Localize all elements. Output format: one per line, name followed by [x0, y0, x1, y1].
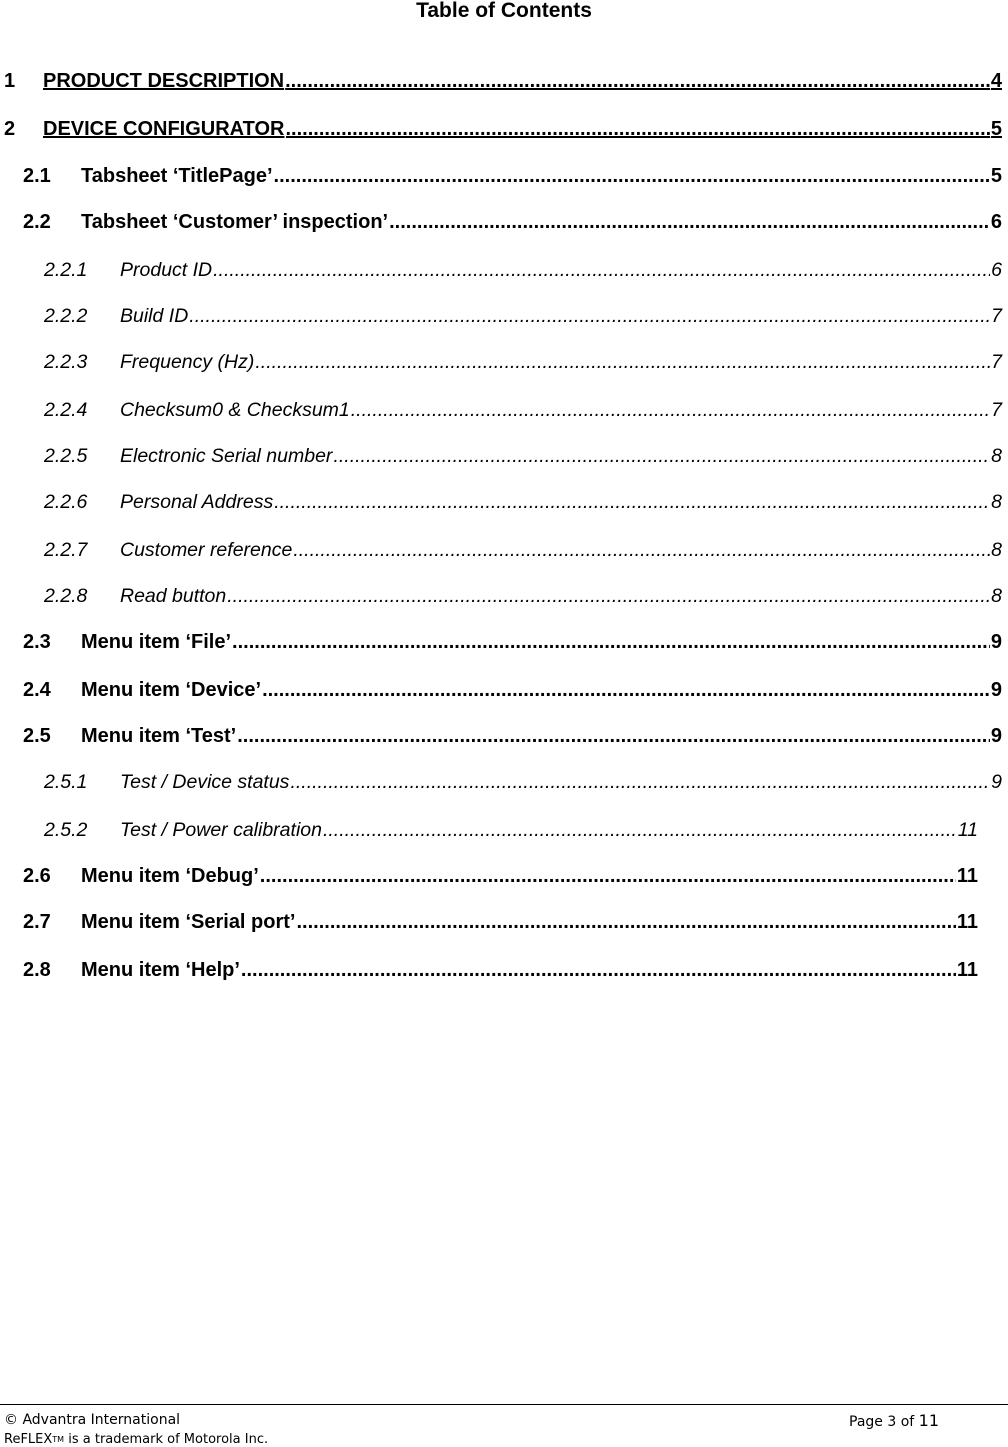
toc-entry[interactable]: [23, 865, 978, 888]
toc-page: 8: [991, 491, 1002, 513]
toc-number: 2.2.2: [44, 305, 88, 327]
toc-number: 2.2.8: [44, 585, 88, 607]
toc-text: Product ID: [120, 259, 213, 281]
toc-leader: [290, 771, 990, 794]
toc-leader: [241, 959, 956, 982]
toc-page: 11: [956, 911, 978, 933]
footer-copyright: [4, 1412, 180, 1429]
toc-page: 6: [991, 259, 1002, 281]
page-label: Page 3 of: [849, 1414, 915, 1430]
toc-entry[interactable]: [44, 305, 1002, 328]
toc-leader: [351, 399, 990, 422]
toc-page: 11: [956, 959, 978, 981]
toc-leader: [333, 445, 990, 468]
toc-text: Customer reference: [120, 539, 293, 561]
toc-text: Menu item ‘Debug’: [81, 865, 259, 887]
toc-page: 11: [957, 819, 978, 841]
trademark-suffix: is a trademark of Motorola Inc.: [68, 1432, 269, 1447]
toc-number: 2.2.1: [44, 259, 88, 281]
toc-text: Tabsheet ‘Customer’ inspection’: [81, 211, 389, 233]
toc-text: Test / Device status: [120, 771, 290, 793]
footer-trademark: [4, 1432, 268, 1447]
toc-leader: [232, 631, 990, 654]
company-name: Advantra International: [22, 1412, 181, 1428]
toc-leader: [189, 305, 990, 328]
toc-entry[interactable]: [44, 445, 1002, 468]
toc-entry[interactable]: [23, 725, 1002, 748]
toc-page: 8: [991, 585, 1002, 607]
toc-number: 2.2.4: [44, 399, 88, 421]
toc-entry[interactable]: [23, 911, 978, 934]
toc-entry[interactable]: [44, 819, 978, 842]
toc-page: 5: [990, 165, 1002, 187]
toc-text: PRODUCT DESCRIPTION: [43, 70, 285, 92]
trademark-mark: TM: [52, 1435, 65, 1444]
toc-page: 11: [956, 865, 978, 887]
trademark-prefix: ReFLEX: [4, 1432, 53, 1447]
toc-leader: [293, 539, 990, 562]
toc-page: 8: [991, 445, 1002, 467]
toc-page: 4: [990, 70, 1002, 92]
toc-page: 9: [991, 771, 1002, 793]
toc-text: Menu item ‘Help’: [81, 959, 240, 981]
toc-entry[interactable]: [23, 211, 1002, 234]
toc-leader: [237, 725, 990, 748]
toc-leader: [274, 165, 990, 188]
toc-leader: [213, 259, 990, 282]
toc-text: Read button: [120, 585, 227, 607]
toc-entry[interactable]: [44, 539, 1002, 562]
toc-leader: [286, 118, 990, 141]
toc-text: Checksum0 & Checksum1: [120, 399, 350, 421]
toc-leader: [274, 491, 990, 514]
toc-page: 8: [991, 539, 1002, 561]
toc-page: 7: [991, 305, 1002, 327]
toc-page: 9: [990, 725, 1002, 747]
toc-number: 1: [4, 70, 16, 92]
toc-entry[interactable]: [4, 70, 1002, 93]
toc-leader: [255, 351, 990, 374]
toc-title: Table of Contents: [416, 0, 592, 22]
toc-number: 2.5.1: [44, 771, 88, 793]
toc-entry[interactable]: [44, 399, 1002, 422]
copyright-symbol: ©: [4, 1412, 18, 1428]
toc-number: 2: [4, 118, 16, 140]
toc-entry[interactable]: [44, 351, 1002, 374]
toc-number: 2.3: [23, 631, 51, 653]
toc-text: Tabsheet ‘TitlePage’: [81, 165, 273, 187]
toc-entry[interactable]: [44, 585, 1002, 608]
toc-number: 2.2.3: [44, 351, 88, 373]
toc-page: 7: [991, 399, 1002, 421]
toc-page: 5: [990, 118, 1002, 140]
toc-text: Electronic Serial number: [120, 445, 333, 467]
toc-text: Personal Address: [120, 491, 274, 513]
toc-entry[interactable]: [23, 631, 1002, 654]
toc-number: 2.2: [23, 211, 51, 233]
toc-leader: [323, 819, 957, 842]
toc-text: Frequency (Hz): [120, 351, 255, 373]
toc-number: 2.8: [23, 959, 51, 981]
toc-number: 2.7: [23, 911, 51, 933]
toc-number: 2.5.2: [44, 819, 88, 841]
toc-text: Menu item ‘File’: [81, 631, 232, 653]
toc-number: 2.6: [23, 865, 51, 887]
toc-leader: [227, 585, 990, 608]
toc-number: 2.2.6: [44, 491, 88, 513]
toc-entry[interactable]: [23, 679, 1002, 702]
toc-page: 7: [991, 351, 1002, 373]
toc-entry[interactable]: [44, 491, 1002, 514]
footer-divider: [0, 1404, 1008, 1405]
toc-number: 2.4: [23, 679, 51, 701]
toc-entry[interactable]: [4, 118, 1002, 141]
toc-page: 6: [990, 211, 1002, 233]
toc-number: 2.1: [23, 165, 51, 187]
toc-entry[interactable]: [23, 165, 1002, 188]
toc-entry[interactable]: [44, 259, 1002, 282]
toc-leader: [262, 679, 990, 702]
toc-text: Menu item ‘Serial port’: [81, 911, 296, 933]
toc-number: 2.2.5: [44, 445, 88, 467]
page-total: 11: [918, 1411, 940, 1430]
toc-page: 9: [990, 631, 1002, 653]
toc-leader: [285, 70, 990, 93]
footer-page-number: [849, 1412, 939, 1431]
toc-text: Menu item ‘Device’: [81, 679, 262, 701]
toc-leader: [296, 911, 955, 934]
toc-text: Build ID: [120, 305, 189, 327]
toc-number: 2.2.7: [44, 539, 88, 561]
toc-leader: [389, 211, 990, 234]
toc-text: DEVICE CONFIGURATOR: [43, 118, 285, 140]
toc-number: 2.5: [23, 725, 51, 747]
toc-leader: [260, 865, 956, 888]
toc-entry[interactable]: [44, 771, 1002, 794]
toc-text: Menu item ‘Test’: [81, 725, 237, 747]
toc-entry[interactable]: [23, 959, 978, 982]
toc-text: Test / Power calibration: [120, 819, 322, 841]
toc-page: 9: [990, 679, 1002, 701]
